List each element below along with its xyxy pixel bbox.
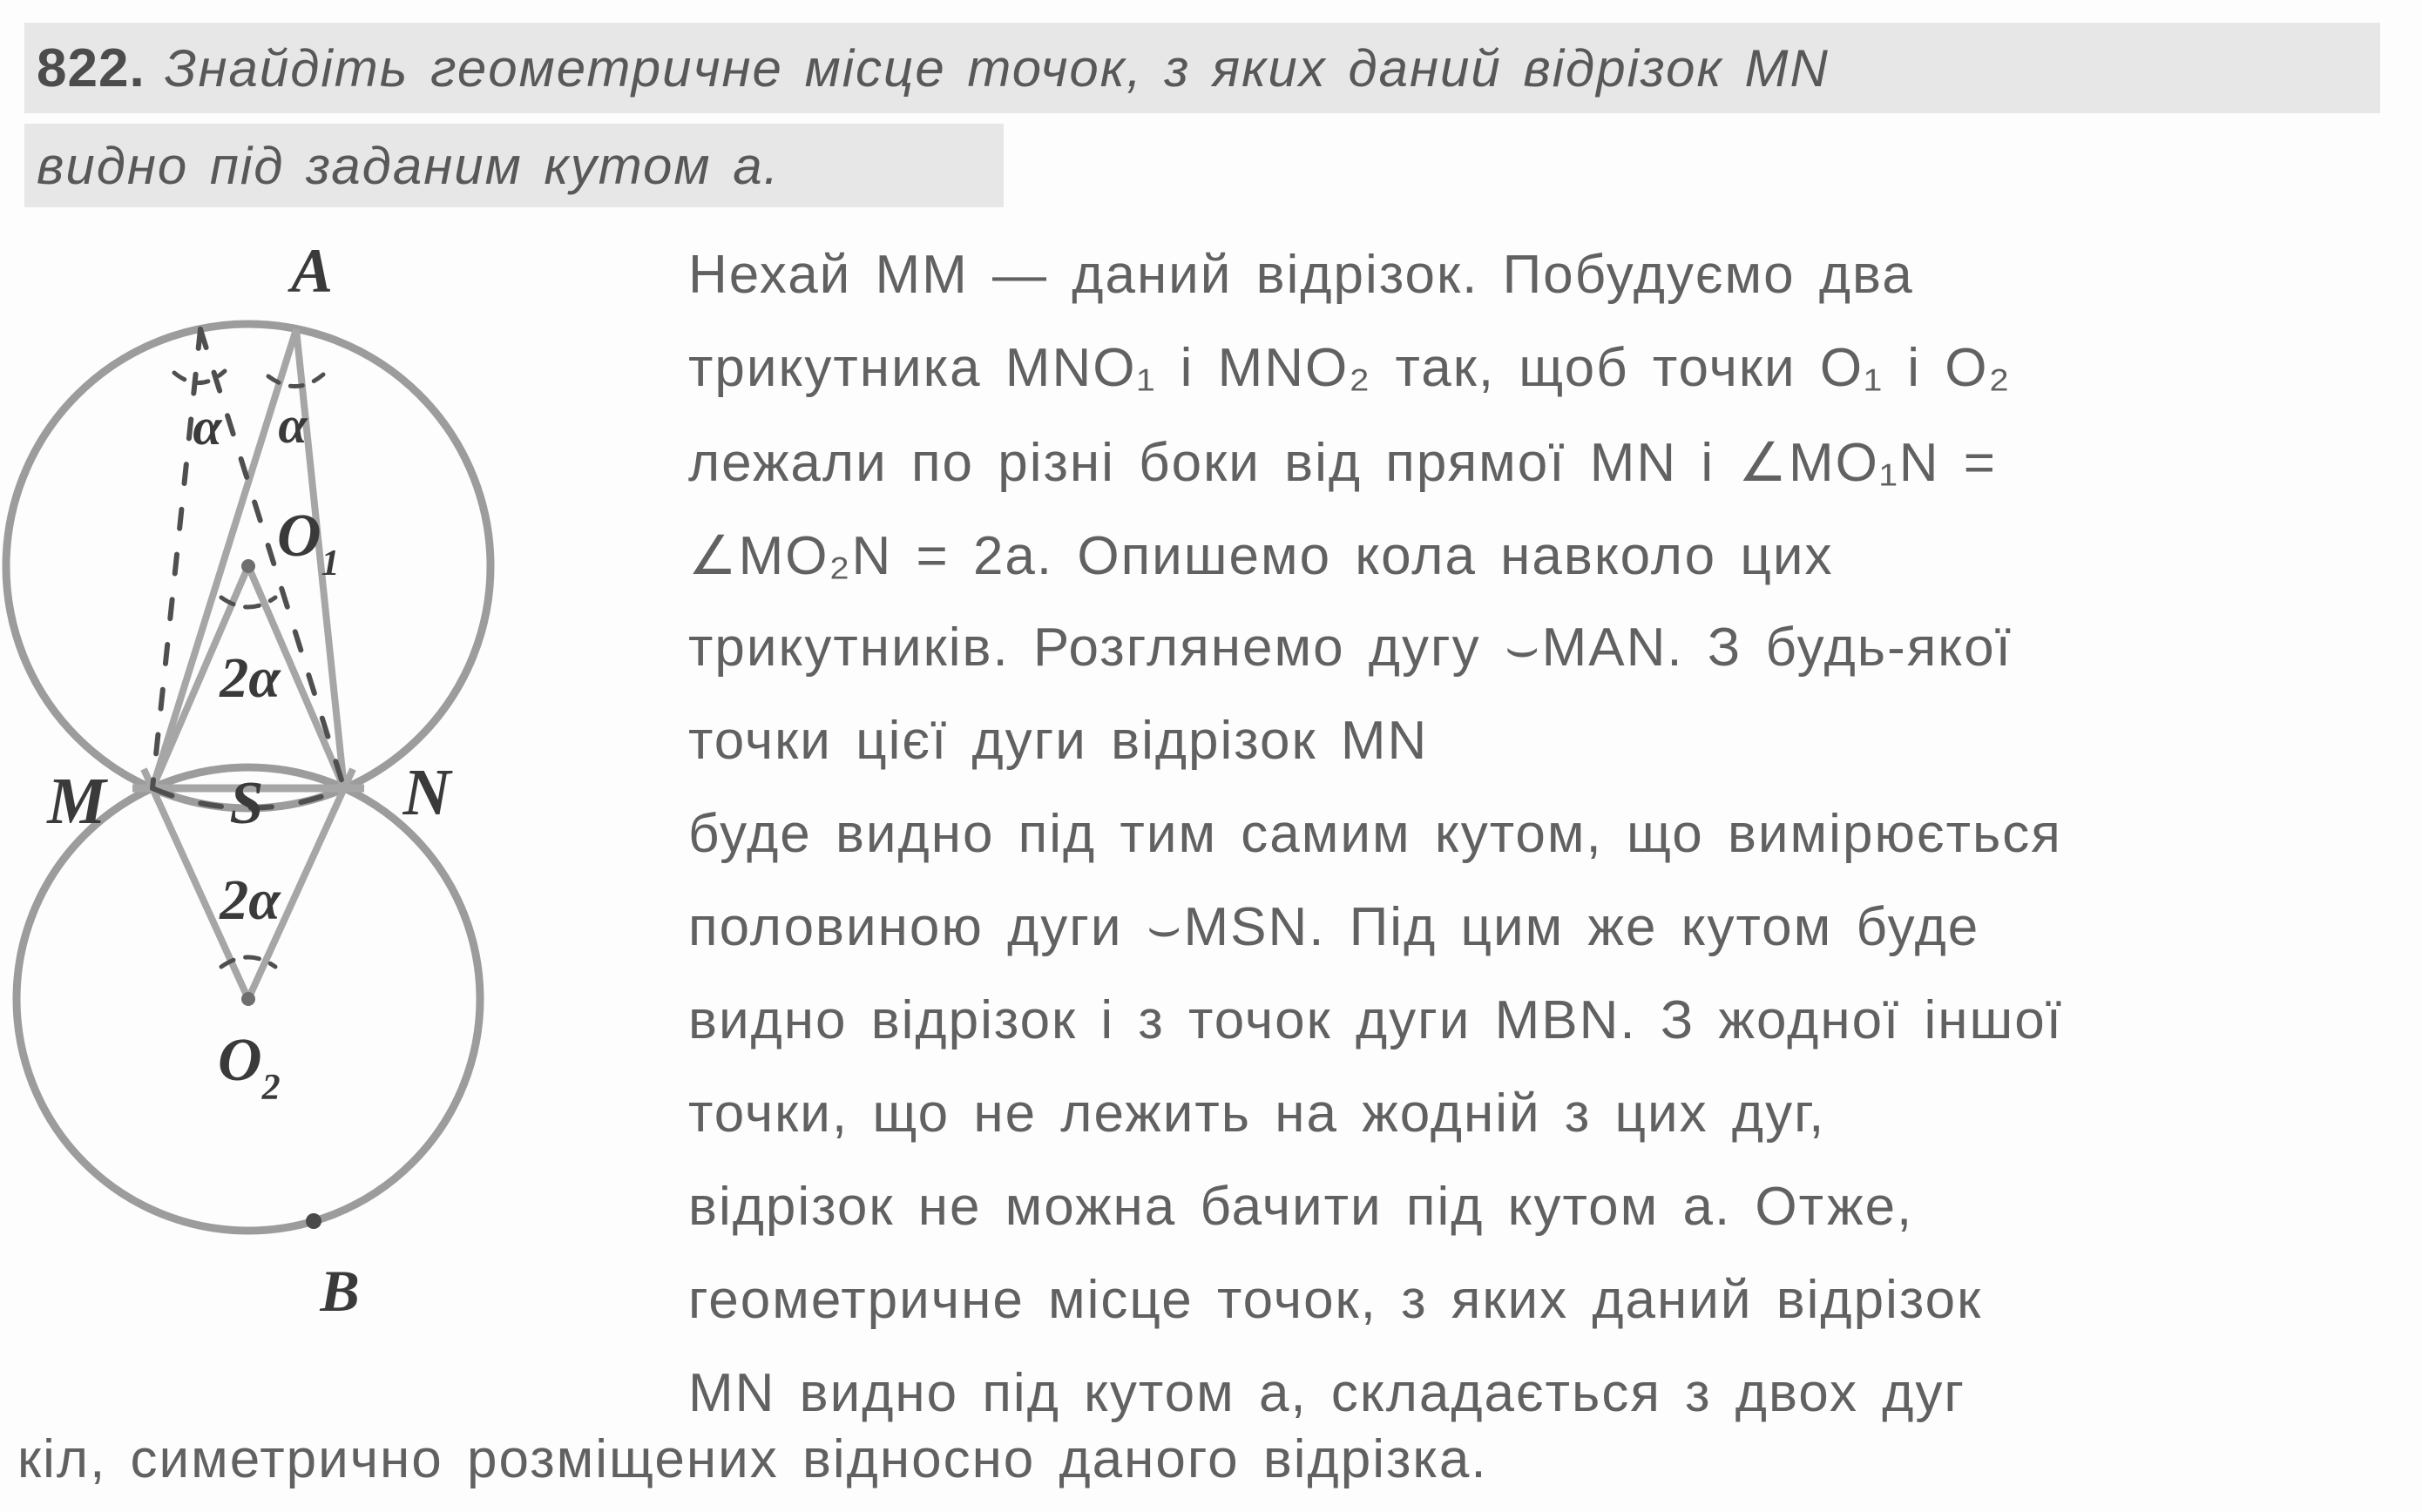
solution-line: буде видно під тим самим кутом, що вимірюється xyxy=(688,804,2062,864)
solution-line: Нехай MM — даний відрізок. Побудуємо два xyxy=(688,245,1914,305)
point-B xyxy=(306,1213,321,1229)
problem-statement-line2 xyxy=(24,124,1004,207)
solution-line: видно відрізок і з точок дуги MBN. З жодної іншої xyxy=(688,990,2063,1050)
label-alpha-dashed: α xyxy=(193,398,222,456)
label-B: B xyxy=(320,1258,360,1324)
point-O2 xyxy=(241,992,255,1006)
label-2alpha-top: 2α xyxy=(220,646,281,710)
solution-line: точки цієї дуги відрізок MN xyxy=(688,711,1429,771)
problem-number: 822. xyxy=(37,37,145,98)
label-S: S xyxy=(229,770,264,837)
label-A: A xyxy=(290,236,334,306)
solution-line: відрізок не можна бачити під кутом а. Отже, xyxy=(688,1177,1914,1237)
label-N: N xyxy=(403,756,451,829)
geometry-diagram xyxy=(0,226,675,1402)
solution-line: лежали по різні боки від прямої MN і ∠MO₁N = xyxy=(688,433,1997,493)
label-2alpha-bottom: 2α xyxy=(220,868,281,932)
solution-line: половиною дуги ⌣MSN. Під цим же кутом буде xyxy=(688,897,1980,957)
label-O1: $O_1$ xyxy=(277,503,340,584)
solution-line: трикутників. Розглянемо дугу ⌣MAN. З будь-якої xyxy=(688,618,2013,678)
problem-text-line1: Знайдіть геометричне місце точок, з яких даний відрізок MN xyxy=(164,38,1830,98)
label-O2: $O_2$ xyxy=(218,1027,281,1108)
solution-line: ∠MO₂N = 2a. Опишемо кола навколо цих xyxy=(688,526,1834,586)
point-O1 xyxy=(241,559,255,573)
solution-line: MN видно під кутом а, складається з двох дуг xyxy=(688,1363,1966,1423)
label-M: M xyxy=(47,765,106,838)
solution-line: трикутника MNO₁ і MNO₂ так, щоб точки O₁ і O₂ xyxy=(688,338,2012,398)
problem-text-line2: видно під заданим кутом а. xyxy=(37,136,781,195)
solution-line: точки, що не лежить на жодній з цих дуг, xyxy=(688,1083,1826,1144)
solution-line: кіл, симетрично розміщених відносно даного відрізка. xyxy=(17,1429,1488,1489)
solution-line: геометричне місце точок, з яких даний відрізок xyxy=(688,1270,1983,1330)
problem-statement-line1 xyxy=(24,23,2380,113)
label-alpha-solid: α xyxy=(278,396,308,454)
